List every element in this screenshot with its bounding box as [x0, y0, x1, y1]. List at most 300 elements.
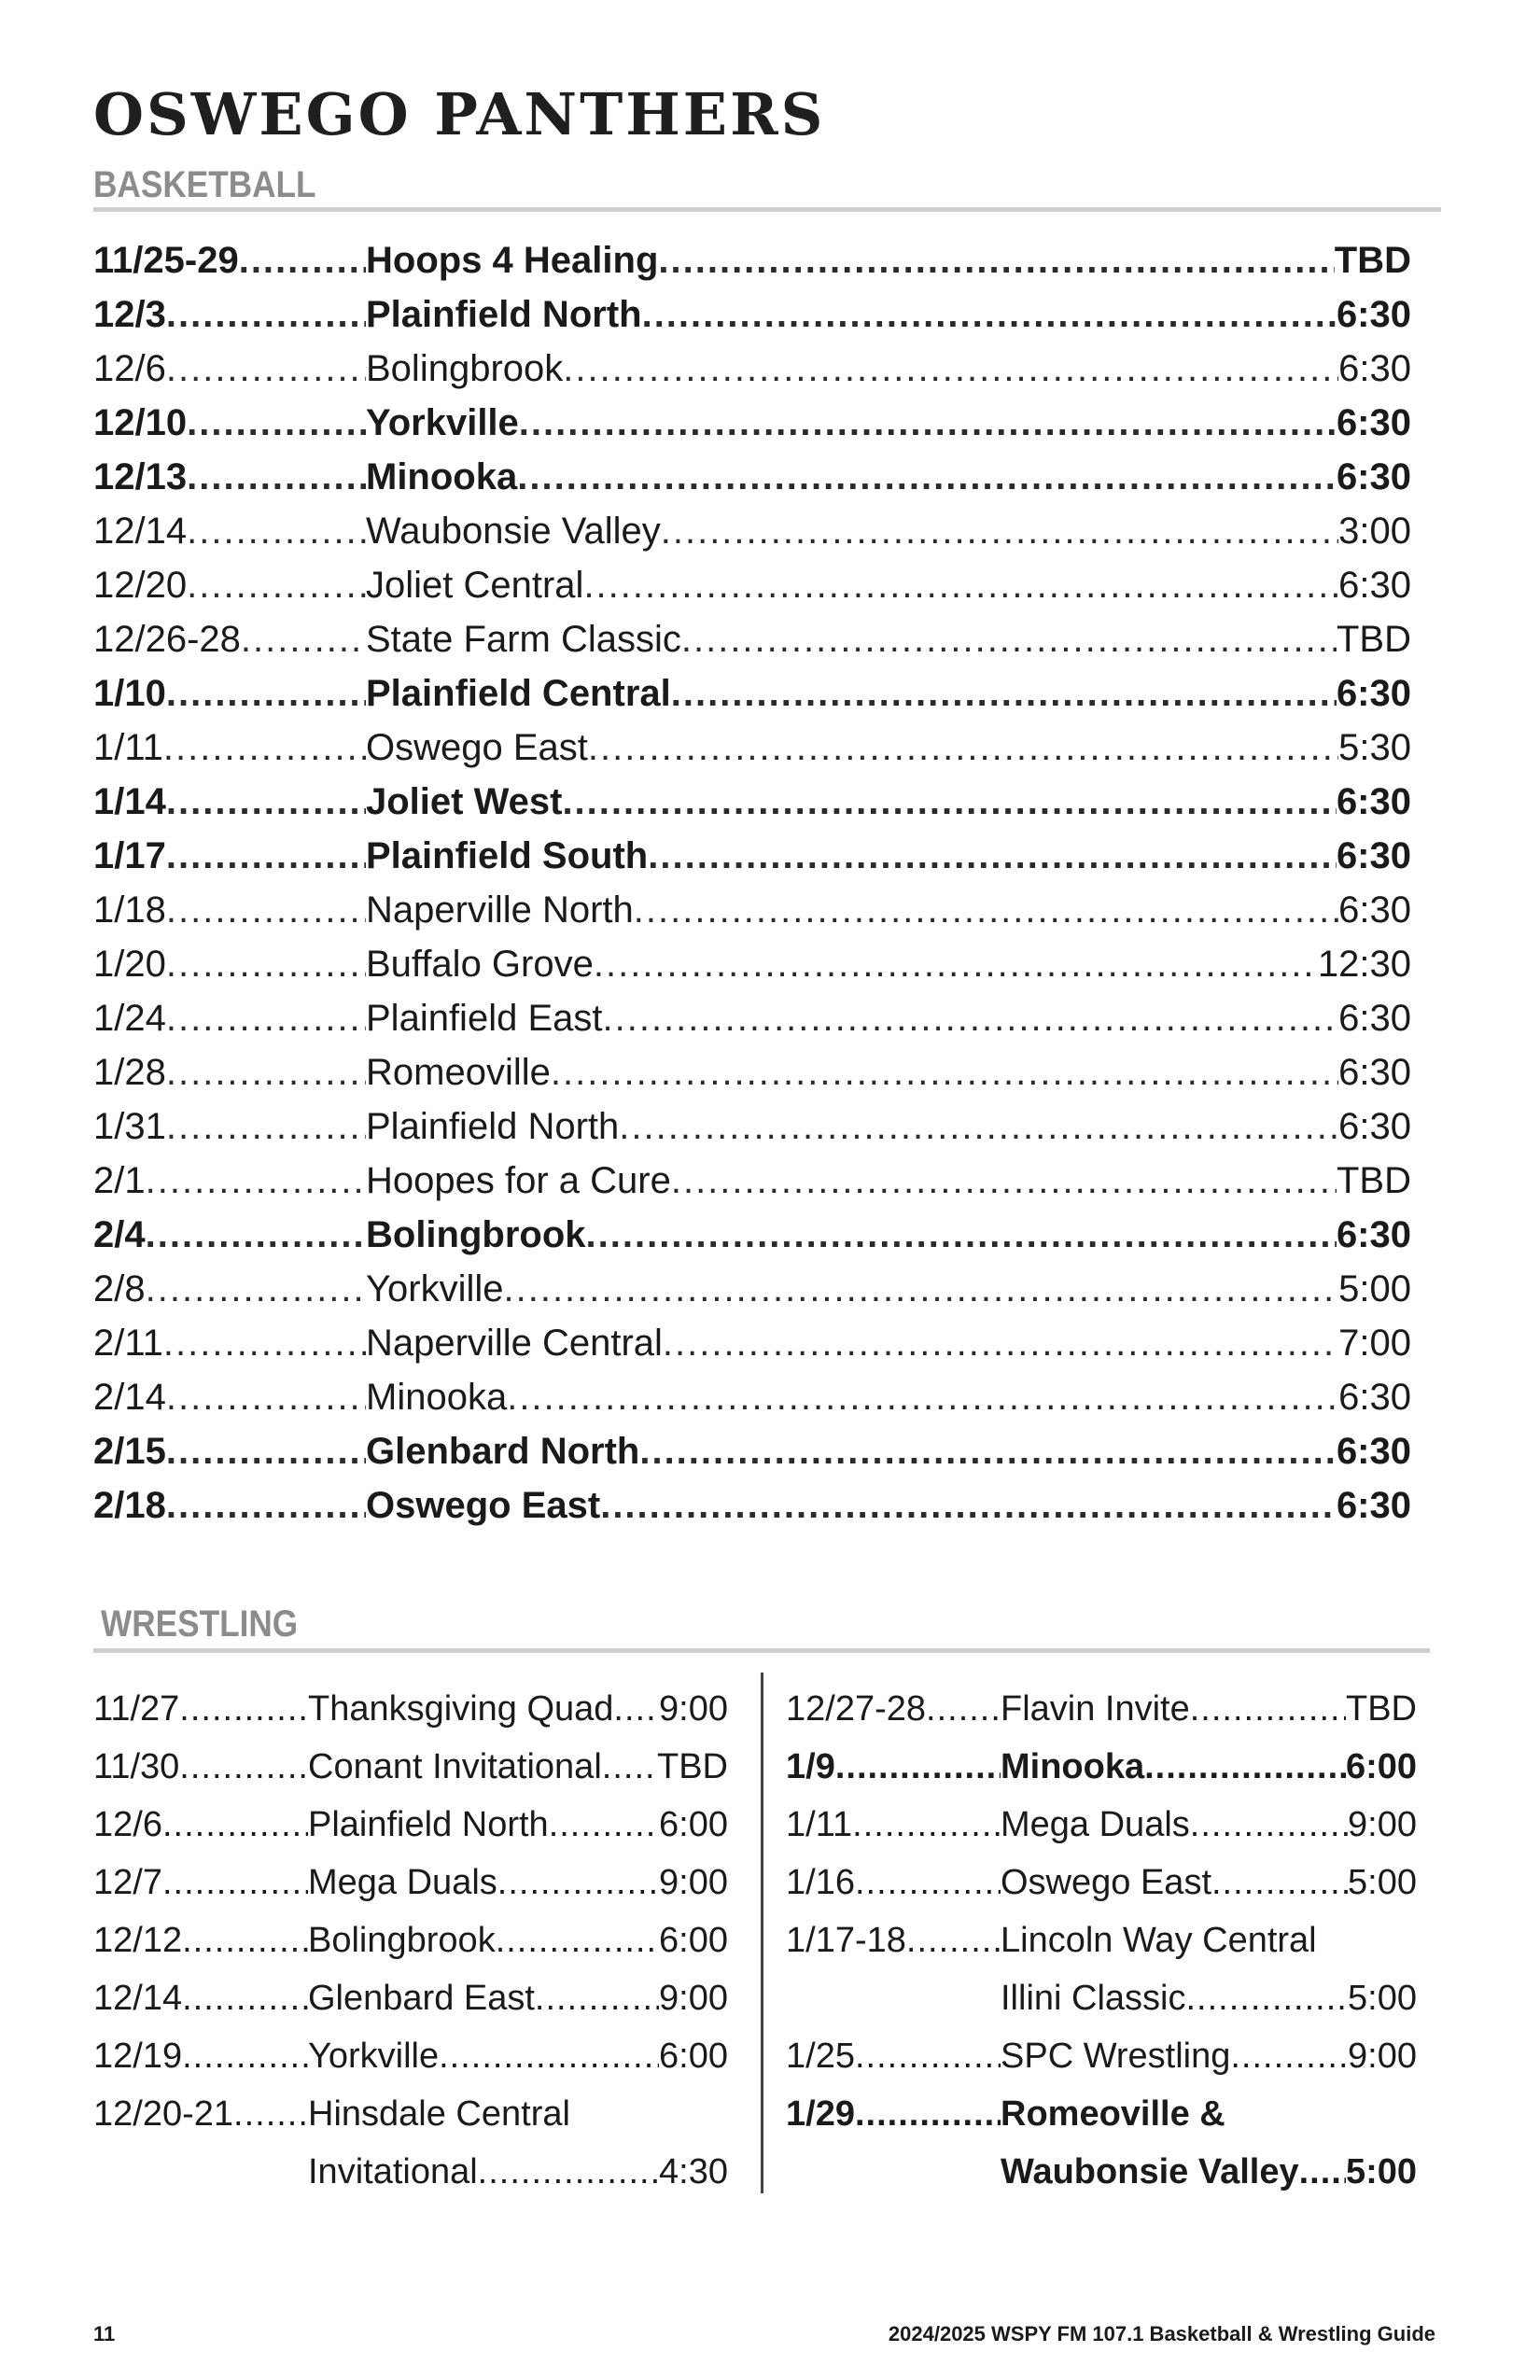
game-date: 1/31: [93, 1106, 166, 1147]
leader-dots: [1185, 1969, 1348, 2027]
basketball-heading: BASKETBALL: [93, 164, 316, 205]
match-details: [1001, 1969, 1417, 2027]
game-date-cell: [93, 287, 366, 342]
match-row: [93, 1969, 728, 2027]
leader-dots: [535, 1969, 659, 2027]
leader-dots: [166, 775, 366, 829]
leader-dots: [503, 1262, 1338, 1316]
leader-dots: [163, 721, 366, 775]
leader-dots: [600, 1478, 1337, 1533]
leader-dots: [1299, 2143, 1346, 2201]
game-details: [366, 1154, 1411, 1208]
game-opponent: Plainfield South: [366, 835, 649, 876]
game-details: [366, 721, 1411, 775]
match-details: [1001, 1911, 1417, 1969]
leader-dots: [1190, 1680, 1346, 1738]
match-date: 1/16: [786, 1863, 855, 1902]
game-date-cell: [93, 1370, 366, 1424]
game-date-cell: [93, 991, 366, 1045]
leader-dots: [671, 666, 1337, 721]
game-details: [366, 612, 1411, 666]
match-row-continued: [93, 2143, 728, 2201]
game-details: [366, 937, 1411, 991]
leader-dots: [163, 1316, 366, 1370]
leader-dots: [586, 1208, 1337, 1262]
game-row: [93, 233, 1411, 287]
game-time: 6:30: [1338, 998, 1411, 1039]
leader-dots: [146, 1154, 366, 1208]
game-date: 12/3: [93, 294, 166, 335]
match-date-cell: [786, 2027, 1001, 2085]
leader-dots: [906, 1911, 1001, 1969]
game-row: [93, 1154, 1411, 1208]
game-opponent: Hoops 4 Healing: [366, 240, 659, 281]
game-date: 12/13: [93, 456, 188, 497]
game-date: 12/14: [93, 511, 188, 552]
game-time: 6:30: [1338, 565, 1411, 606]
game-time: TBD: [1337, 1160, 1411, 1201]
leader-dots: [663, 1316, 1338, 1370]
game-time: 6:30: [1336, 1431, 1411, 1472]
leader-dots: [588, 721, 1338, 775]
match-row: [786, 1680, 1417, 1738]
match-date-cell: [93, 1738, 308, 1796]
leader-dots: [619, 1099, 1338, 1154]
match-date: 11/30: [93, 1747, 180, 1786]
match-event: SPC Wrestling: [1001, 2037, 1231, 2076]
match-event: Conant Invitational: [308, 1747, 602, 1786]
match-event: Thanksgiving Quad: [308, 1689, 614, 1729]
game-opponent: Bolingbrook: [366, 348, 564, 389]
game-row: [93, 1370, 1411, 1424]
match-date-cell: [93, 1796, 308, 1854]
match-event: Plainfield North: [308, 1805, 549, 1844]
match-date-cell: [786, 2085, 1001, 2143]
game-details: [366, 1370, 1411, 1424]
leader-dots: [634, 883, 1338, 937]
leader-dots: [855, 2027, 1001, 2085]
match-event: Oswego East: [1001, 1863, 1211, 1902]
leader-dots: [563, 342, 1338, 396]
leader-dots: [602, 991, 1338, 1045]
game-opponent: Plainfield North: [366, 294, 642, 335]
match-row: [93, 1796, 728, 1854]
game-date: 12/10: [93, 402, 188, 443]
game-date-cell: [93, 558, 366, 612]
match-date: 1/11: [786, 1805, 853, 1844]
match-date-cell: [93, 1911, 308, 1969]
game-time: 5:30: [1338, 727, 1411, 768]
leader-dots: [166, 342, 366, 396]
match-details: [308, 2143, 728, 2201]
leader-dots: [146, 1208, 366, 1262]
game-date: 1/10: [93, 673, 166, 714]
basketball-rule: [93, 207, 1441, 212]
game-opponent: Minooka: [366, 1377, 508, 1418]
game-time: 6:30: [1336, 781, 1411, 822]
leader-dots: [602, 1738, 657, 1796]
game-opponent: Minooka: [366, 456, 518, 497]
leader-dots: [162, 1796, 308, 1854]
game-row: [93, 991, 1411, 1045]
game-opponent: Waubonsie Valley: [366, 511, 661, 552]
match-date: 12/14: [93, 1979, 183, 2018]
leader-dots: [166, 1424, 366, 1478]
game-time: 6:30: [1338, 1052, 1411, 1093]
game-date-cell: [93, 1316, 366, 1370]
match-event-line2: Waubonsie Valley: [1001, 2152, 1299, 2191]
match-date: 12/6: [93, 1805, 162, 1844]
game-date: 2/14: [93, 1377, 166, 1418]
match-time: TBD: [657, 1747, 728, 1786]
match-time: 5:00: [1348, 1979, 1417, 2018]
match-date: 12/20-21: [93, 2094, 234, 2134]
game-date-cell: [93, 666, 366, 721]
game-row: [93, 775, 1411, 829]
match-row: [93, 1854, 728, 1911]
match-date: 12/12: [93, 1921, 183, 1960]
game-row: [93, 937, 1411, 991]
game-row: [93, 612, 1411, 666]
game-row: [93, 1316, 1411, 1370]
match-date-cell: [786, 1796, 1001, 1854]
leader-dots: [241, 612, 366, 666]
game-time: 7:00: [1338, 1323, 1411, 1364]
match-date: 12/27-28: [786, 1689, 927, 1729]
match-event: Yorkville: [308, 2037, 440, 2076]
leader-dots: [926, 1680, 1001, 1738]
game-date: 2/11: [93, 1323, 163, 1364]
leader-dots: [594, 937, 1318, 991]
match-row-continued: [786, 1969, 1417, 2027]
leader-dots: [182, 2027, 308, 2085]
wrestling-rule: [93, 1648, 1430, 1653]
leader-dots: [187, 504, 366, 558]
match-details: [1001, 2027, 1417, 2085]
leader-dots: [1190, 1796, 1348, 1854]
game-date-cell: [93, 504, 366, 558]
game-details: [366, 1262, 1411, 1316]
leader-dots: [182, 1911, 308, 1969]
game-time: 6:30: [1338, 889, 1411, 931]
guide-title: 2024/2025 WSPY FM 107.1 Basketball & Wrestling Guide: [888, 2322, 1435, 2345]
match-event: Lincoln Way Central: [1001, 1921, 1317, 1960]
leader-dots: [182, 1969, 308, 2027]
game-details: [366, 233, 1411, 287]
game-opponent: Naperville Central: [366, 1323, 663, 1364]
game-details: [366, 1208, 1411, 1262]
match-row: [786, 1911, 1417, 1969]
match-row: [786, 1796, 1417, 1854]
game-time: 6:30: [1338, 1377, 1411, 1418]
game-details: [366, 396, 1411, 450]
game-date-cell: [93, 1262, 366, 1316]
match-details: [308, 1738, 728, 1796]
game-date-cell: [93, 1208, 366, 1262]
leader-dots: [233, 2085, 308, 2143]
game-date-cell: [93, 829, 366, 883]
game-details: [366, 1045, 1411, 1099]
game-opponent: Yorkville: [366, 1268, 504, 1309]
match-row: [93, 1680, 728, 1738]
leader-dots: [162, 1854, 308, 1911]
game-opponent: Hoopes for a Cure: [366, 1160, 671, 1201]
leader-dots: [855, 2085, 1001, 2143]
leader-dots: [562, 775, 1337, 829]
game-row: [93, 450, 1411, 504]
match-details: [308, 1796, 728, 1854]
game-time: 6:30: [1338, 1106, 1411, 1147]
game-time: TBD: [1337, 619, 1411, 660]
game-date: 1/11: [93, 727, 163, 768]
game-date-cell: [93, 396, 366, 450]
game-details: [366, 1316, 1411, 1370]
match-details: [1001, 1854, 1417, 1911]
game-date-cell: [93, 233, 366, 287]
match-row: [786, 2027, 1417, 2085]
game-time: TBD: [1334, 240, 1411, 281]
leader-dots: [179, 1680, 308, 1738]
leader-dots: [661, 504, 1338, 558]
match-details: [308, 2085, 728, 2143]
match-event: Hinsdale Central: [308, 2094, 570, 2134]
game-date: 2/15: [93, 1431, 166, 1472]
leader-dots: [166, 287, 366, 342]
game-opponent: Plainfield East: [366, 998, 603, 1039]
game-date: 2/18: [93, 1485, 166, 1526]
match-row-continued: [786, 2143, 1417, 2201]
game-date-cell: [93, 883, 366, 937]
leader-dots: [642, 287, 1337, 342]
team-title: OSWEGO PANTHERS: [93, 80, 826, 148]
leader-dots: [852, 1796, 1001, 1854]
game-date: 2/8: [93, 1268, 146, 1309]
page-number: 11: [93, 2322, 116, 2345]
game-date: 1/18: [93, 889, 166, 931]
match-event-line2: Invitational: [308, 2152, 478, 2191]
match-event: Mega Duals: [308, 1863, 497, 1902]
leader-dots: [146, 1262, 366, 1316]
game-date-cell: [93, 721, 366, 775]
leader-dots: [496, 1911, 659, 1969]
match-details: [1001, 2085, 1417, 2143]
game-row: [93, 342, 1411, 396]
game-date-cell: [93, 450, 366, 504]
game-row: [93, 1045, 1411, 1099]
leader-dots: [166, 991, 366, 1045]
game-row: [93, 504, 1411, 558]
match-row: [93, 1911, 728, 1969]
game-date: 12/26-28: [93, 619, 241, 660]
game-date-cell: [93, 775, 366, 829]
game-date: 1/17: [93, 835, 166, 876]
leader-dots: [166, 1370, 366, 1424]
match-row: [93, 1738, 728, 1796]
game-row: [93, 558, 1411, 612]
game-time: 6:30: [1336, 1214, 1411, 1255]
match-row: [786, 1854, 1417, 1911]
match-event: Flavin Invite: [1001, 1689, 1190, 1729]
match-date-cell: [786, 1680, 1001, 1738]
leader-dots: [681, 612, 1337, 666]
game-time: 6:30: [1336, 294, 1411, 335]
game-details: [366, 883, 1411, 937]
game-date: 12/6: [93, 348, 166, 389]
leader-dots: [639, 1424, 1337, 1478]
leader-dots: [517, 450, 1337, 504]
match-date: 11/27: [93, 1689, 180, 1729]
leader-dots: [187, 558, 366, 612]
game-time: 3:00: [1338, 511, 1411, 552]
leader-dots: [166, 937, 366, 991]
leader-dots: [179, 1738, 308, 1796]
game-time: 6:30: [1336, 1485, 1411, 1526]
game-details: [366, 1478, 1411, 1533]
game-row: [93, 721, 1411, 775]
match-date: 1/29: [786, 2094, 855, 2134]
leader-dots: [549, 1796, 659, 1854]
match-details: [308, 1911, 728, 1969]
leader-dots: [166, 666, 366, 721]
match-row: [786, 1738, 1417, 1796]
leader-dots: [1230, 2027, 1348, 2085]
game-row: [93, 1262, 1411, 1316]
match-time: 9:00: [659, 1979, 728, 2018]
column-divider: [761, 1673, 763, 2193]
leader-dots: [166, 829, 366, 883]
game-date-cell: [93, 1478, 366, 1533]
game-details: [366, 775, 1411, 829]
match-details: [1001, 1738, 1417, 1796]
game-row: [93, 666, 1411, 721]
game-date-cell: [93, 342, 366, 396]
match-details: [1001, 2143, 1417, 2201]
match-time: 4:30: [659, 2152, 728, 2191]
match-time: 9:00: [659, 1689, 728, 1729]
game-date: 11/25-29: [93, 240, 239, 281]
match-time: 5:00: [1345, 2152, 1417, 2191]
game-date: 12/20: [93, 565, 188, 606]
match-date: 12/19: [93, 2037, 183, 2076]
game-date-cell: [93, 1154, 366, 1208]
match-row: [786, 2085, 1417, 2143]
game-date: 2/4: [93, 1214, 146, 1255]
leader-dots: [583, 558, 1338, 612]
game-opponent: State Farm Classic: [366, 619, 681, 660]
game-date-cell: [93, 1099, 366, 1154]
game-date-cell: [93, 1045, 366, 1099]
leader-dots: [835, 1738, 1001, 1796]
game-details: [366, 287, 1411, 342]
game-details: [366, 504, 1411, 558]
game-details: [366, 1099, 1411, 1154]
game-row: [93, 396, 1411, 450]
match-event: Mega Duals: [1001, 1805, 1190, 1844]
game-opponent: Glenbard North: [366, 1431, 640, 1472]
wrestling-schedule-right: [786, 1680, 1417, 2201]
leader-dots: [166, 1045, 366, 1099]
match-details: [308, 1969, 728, 2027]
match-event: Romeoville &: [1001, 2094, 1225, 2134]
match-date-cell: [93, 2085, 308, 2143]
leader-dots: [166, 1099, 366, 1154]
leader-dots: [166, 883, 366, 937]
game-time: 6:30: [1336, 673, 1411, 714]
game-opponent: Joliet West: [366, 781, 563, 822]
game-opponent: Romeoville: [366, 1052, 551, 1093]
game-row: [93, 1478, 1411, 1533]
match-time: 6:00: [659, 1921, 728, 1960]
game-opponent: Plainfield North: [366, 1106, 620, 1147]
game-opponent: Oswego East: [366, 1485, 601, 1526]
match-date-cell: [786, 1911, 1001, 1969]
match-details: [308, 1854, 728, 1911]
leader-dots: [855, 1854, 1001, 1911]
match-date: 12/7: [93, 1863, 162, 1902]
game-row: [93, 1208, 1411, 1262]
leader-dots: [613, 1680, 659, 1738]
game-details: [366, 666, 1411, 721]
game-date-cell: [93, 937, 366, 991]
wrestling-heading: WRESTLING: [101, 1603, 299, 1645]
game-opponent: Oswego East: [366, 727, 588, 768]
leader-dots: [671, 1154, 1337, 1208]
game-row: [93, 1424, 1411, 1478]
game-time: 6:30: [1336, 456, 1411, 497]
game-row: [93, 287, 1411, 342]
leader-dots: [187, 396, 366, 450]
game-date: 1/14: [93, 781, 166, 822]
game-opponent: Plainfield Central: [366, 673, 671, 714]
game-opponent: Buffalo Grove: [366, 944, 594, 985]
match-row: [93, 2027, 728, 2085]
match-date-cell: [93, 1969, 308, 2027]
match-event: Glenbard East: [308, 1979, 535, 2018]
match-time: 9:00: [659, 1863, 728, 1902]
match-event: Bolingbrook: [308, 1921, 496, 1960]
basketball-schedule: [93, 233, 1411, 1533]
game-details: [366, 450, 1411, 504]
leader-dots: [507, 1370, 1338, 1424]
match-details: [1001, 1680, 1417, 1738]
game-time: 6:30: [1336, 402, 1411, 443]
match-row: [93, 2085, 728, 2143]
match-date-cell: [93, 2027, 308, 2085]
game-date-cell: [93, 1424, 366, 1478]
match-date-cell: [93, 1854, 308, 1911]
game-time: 6:30: [1336, 835, 1411, 876]
match-date: 1/9: [786, 1747, 835, 1786]
leader-dots: [1144, 1738, 1346, 1796]
leader-dots: [478, 2143, 659, 2201]
wrestling-schedule-left: [93, 1680, 728, 2201]
game-details: [366, 1424, 1411, 1478]
game-date: 1/24: [93, 998, 166, 1039]
match-event-line2: Illini Classic: [1001, 1979, 1186, 2018]
leader-dots: [648, 829, 1337, 883]
match-time: 5:00: [1348, 1863, 1417, 1902]
match-details: [1001, 1796, 1417, 1854]
game-row: [93, 1099, 1411, 1154]
leader-dots: [497, 1854, 659, 1911]
game-details: [366, 558, 1411, 612]
leader-dots: [439, 2027, 659, 2085]
leader-dots: [239, 233, 366, 287]
match-time: TBD: [1346, 1689, 1417, 1729]
leader-dots: [1211, 1854, 1348, 1911]
game-row: [93, 829, 1411, 883]
game-opponent: Yorkville: [366, 402, 519, 443]
